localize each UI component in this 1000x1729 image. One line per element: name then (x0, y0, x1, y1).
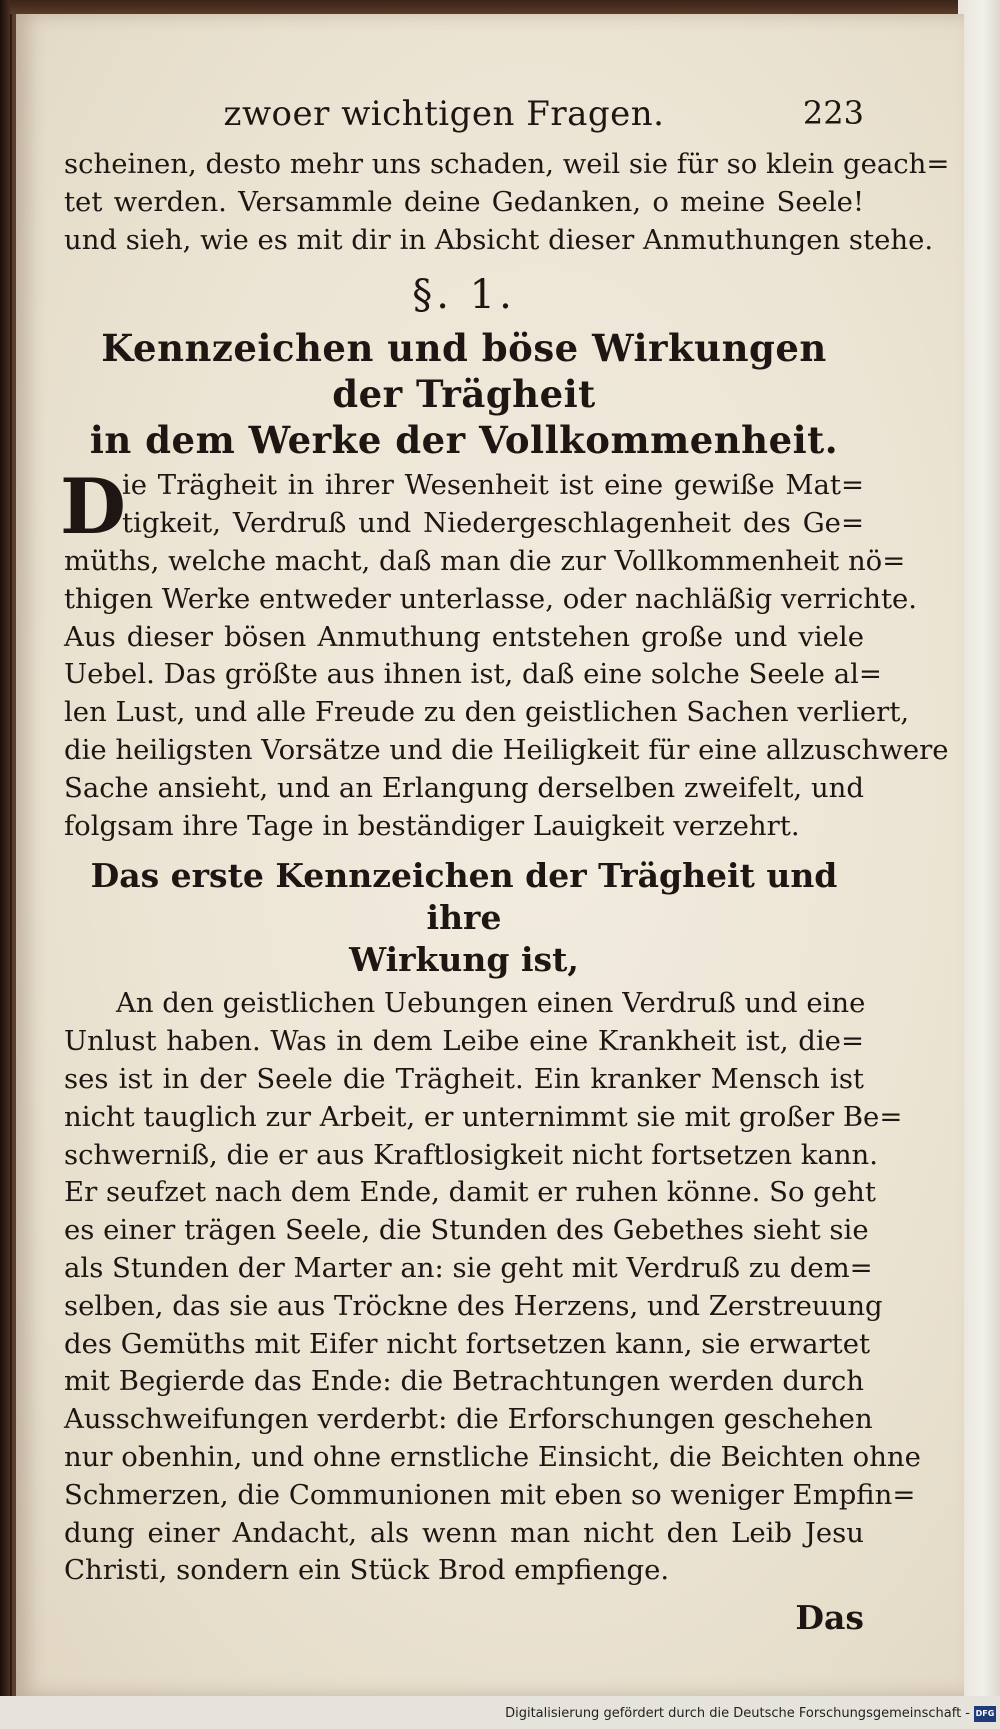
text-line: dung einer Andacht, als wenn man nicht den Leib Jesu (64, 1516, 864, 1549)
page-number: 223 (802, 94, 864, 132)
subheading-line: Wirkung ist, (349, 940, 579, 980)
text-line: nur obenhin, und ohne ernstliche Einsicht, die Beichten ohne (64, 1440, 921, 1473)
section-heading-line: in dem Werke der Vollkommenheit. (89, 418, 839, 463)
footer-bar (0, 1696, 1000, 1729)
text-line: des Gemüths mit Eifer nicht fortsetzen kann, sie erwartet (64, 1327, 871, 1360)
text-line: selben, das sie aus Tröckne des Herzens, und Zerstreuung (64, 1289, 883, 1322)
scan-border-left (0, 0, 10, 1700)
text-line: tigkeit, Verdruß und Niedergeschlagenheit des Ge= (122, 507, 864, 540)
text-line: An den geistlichen Uebungen einen Verdruß und eine (116, 987, 866, 1020)
paragraph-2 (64, 985, 921, 1590)
running-head: zwoer wichtigen Fragen. (223, 94, 665, 134)
text-line: len Lust, und alle Freude zu den geistlichen Sachen verliert, (64, 696, 910, 729)
text-line: schwerniß, die er aus Kraftlosigkeit nicht fortsetzen kann. (64, 1138, 879, 1171)
text-line: ie Trägheit in ihrer Wesenheit ist eine gewiße Mat= (122, 469, 864, 502)
paragraph-1 (60, 462, 949, 845)
text-line: thigen Werke entweder unterlasse, oder nachläßig verrichte. (64, 582, 918, 615)
scan-border-right (958, 0, 1000, 1700)
page-header (64, 94, 864, 146)
section-heading-line: Kennzeichen und böse Wirkungen der Trägheit (101, 326, 827, 417)
text-line: ses ist in der Seele die Trägheit. Ein kranker Mensch ist (64, 1062, 864, 1095)
drop-cap: D (60, 462, 126, 552)
text-line: tet werden. Versammle deine Gedanken, o meine Seele! (64, 185, 864, 218)
subheading (64, 855, 864, 981)
text-line: die heiligsten Vorsätze und die Heiligkeit für eine allzuschwere (64, 733, 949, 766)
book-page (12, 14, 964, 1696)
intro-text (64, 146, 950, 259)
page-text (60, 94, 950, 1642)
text-line: und sieh, wie es mit dir in Absicht dieser Anmuthungen stehe. (64, 223, 934, 256)
dfg-logo-icon: DFG (974, 1706, 996, 1722)
text-line: Er seufzet nach dem Ende, damit er ruhen könne. So geht (64, 1176, 876, 1209)
text-line: Unlust haben. Was in dem Leibe eine Krankheit ist, die= (64, 1025, 864, 1058)
catchword: Das (795, 1598, 864, 1638)
text-line: Uebel. Das größte aus ihnen ist, daß eine solche Seele al= (64, 658, 882, 691)
text-line: Christi, sondern ein Stück Brod empfienge. (64, 1554, 670, 1587)
text-line: nicht tauglich zur Arbeit, er unternimmt sie mit großer Be= (64, 1100, 903, 1133)
text-line: es einer trägen Seele, die Stunden des Gebethes sieht sie (64, 1214, 869, 1247)
section-mark: §. 1. (412, 272, 516, 319)
text-line: als Stunden der Marter an: sie geht mit Verdruß zu dem= (64, 1251, 873, 1284)
subheading-line: Das erste Kennzeichen der Trägheit und ihre (90, 856, 838, 938)
text-line: Schmerzen, die Communionen mit eben so weniger Empfin= (64, 1478, 916, 1511)
text-line: mit Begierde das Ende: die Betrachtungen werden durch (64, 1365, 864, 1398)
text-line: scheinen, desto mehr uns schaden, weil sie für so klein geach= (64, 148, 950, 180)
text-line: Ausschweifungen verderbt: die Erforschungen geschehen (64, 1403, 873, 1436)
text-line: Aus dieser bösen Anmuthung entstehen große und viele (64, 620, 864, 653)
section-heading (64, 325, 864, 463)
text-line: folgsam ihre Tage in beständiger Lauigkeit verzehrt. (64, 809, 800, 842)
scan-border-top (0, 0, 1000, 14)
funding-credit: Digitalisierung gefördert durch die Deutsche Forschungsgemeinschaft - (505, 1706, 970, 1721)
text-line: müths, welche macht, daß man die zur Vollkommenheit nö= (64, 544, 906, 577)
text-line: Sache ansieht, und an Erlangung derselben zweifelt, und (64, 771, 864, 804)
